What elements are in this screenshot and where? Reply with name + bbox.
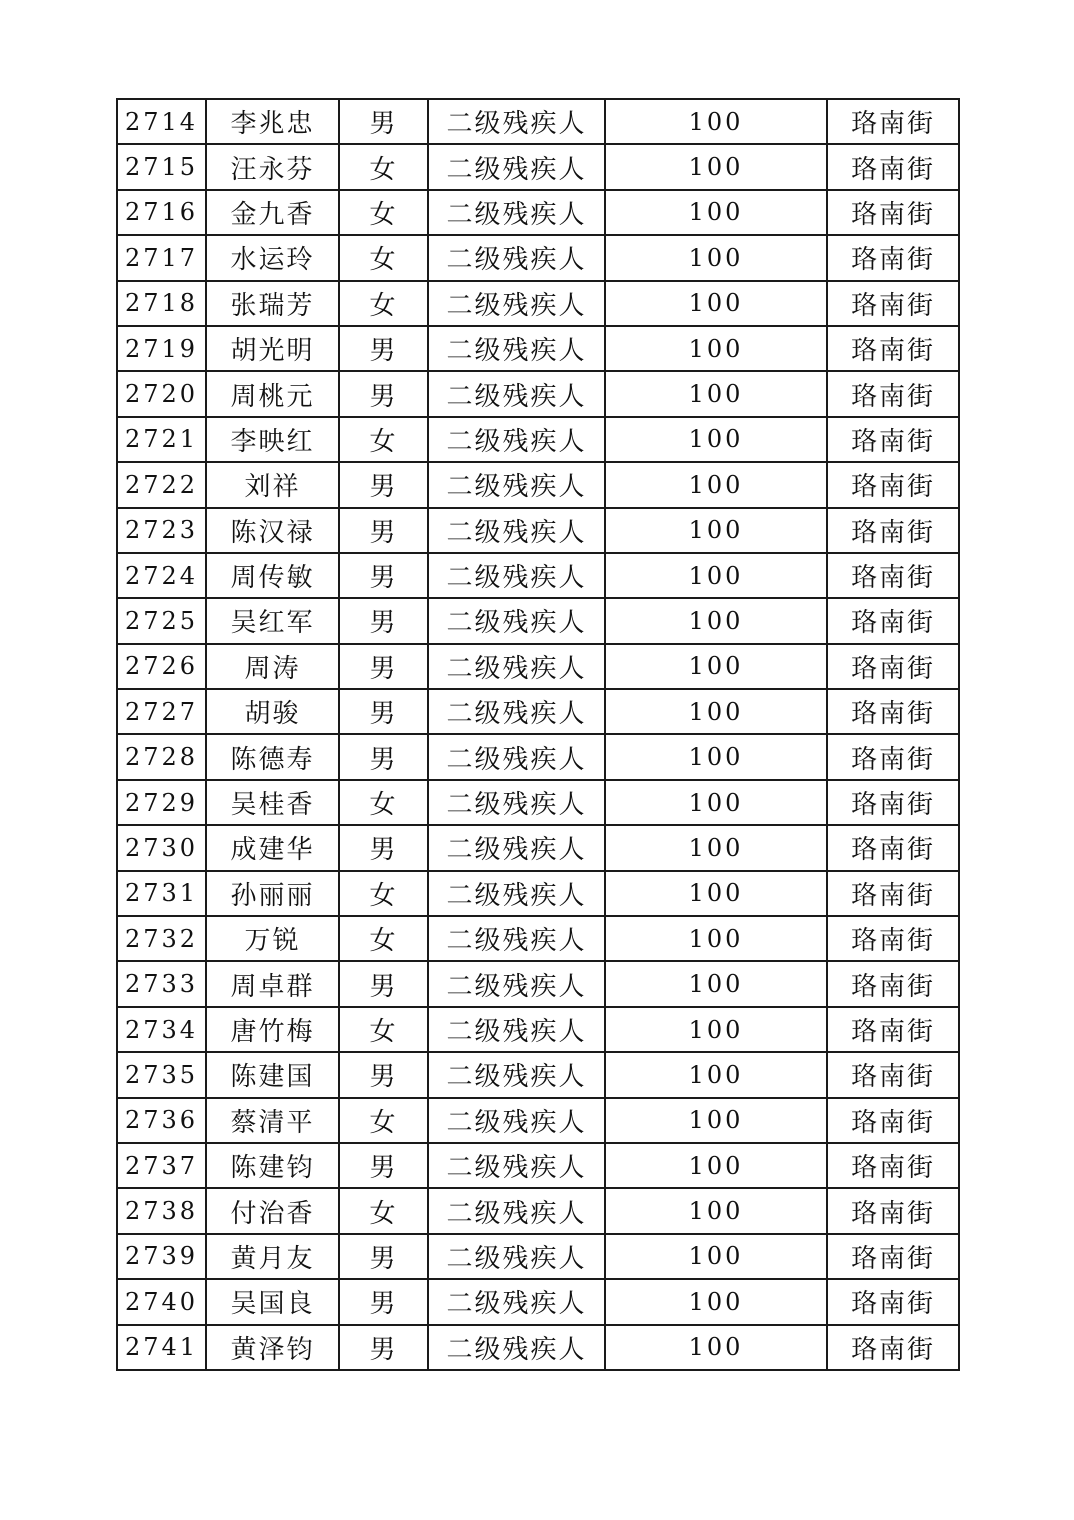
table-row: [117, 1234, 959, 1279]
row-number-cell: 2717: [117, 235, 206, 280]
row-number-cell: 2719: [117, 326, 206, 371]
row-number-cell: 2732: [117, 916, 206, 961]
row-number-cell: 2735: [117, 1052, 206, 1097]
row-number-cell: 2733: [117, 961, 206, 1006]
gender-cell: 女: [339, 417, 428, 462]
amount-cell: 100: [605, 144, 827, 189]
gender-cell: 男: [339, 734, 428, 779]
table-row: [117, 281, 959, 326]
gender-cell: 男: [339, 644, 428, 689]
disability-level-cell: 二级残疾人: [428, 644, 605, 689]
person-name-cell: 孙丽丽: [206, 871, 339, 916]
street-cell: 珞南街: [827, 1325, 959, 1370]
person-name-cell: 金九香: [206, 190, 339, 235]
disability-level-cell: 二级残疾人: [428, 235, 605, 280]
roster-table: [116, 98, 960, 1371]
row-number-cell: 2723: [117, 508, 206, 553]
street-cell: 珞南街: [827, 734, 959, 779]
street-cell: 珞南街: [827, 1098, 959, 1143]
amount-cell: 100: [605, 1234, 827, 1279]
row-number-cell: 2714: [117, 99, 206, 144]
gender-cell: 男: [339, 689, 428, 734]
street-cell: 珞南街: [827, 871, 959, 916]
table-row: [117, 780, 959, 825]
disability-level-cell: 二级残疾人: [428, 1098, 605, 1143]
disability-level-cell: 二级残疾人: [428, 1234, 605, 1279]
person-name-cell: 水运玲: [206, 235, 339, 280]
street-cell: 珞南街: [827, 825, 959, 870]
table-row: [117, 598, 959, 643]
row-number-cell: 2726: [117, 644, 206, 689]
person-name-cell: 唐竹梅: [206, 1007, 339, 1052]
amount-cell: 100: [605, 462, 827, 507]
disability-level-cell: 二级残疾人: [428, 734, 605, 779]
amount-cell: 100: [605, 508, 827, 553]
table-row: [117, 99, 959, 144]
table-row: [117, 644, 959, 689]
row-number-cell: 2737: [117, 1143, 206, 1188]
street-cell: 珞南街: [827, 417, 959, 462]
table-row: [117, 1052, 959, 1097]
disability-level-cell: 二级残疾人: [428, 1143, 605, 1188]
disability-level-cell: 二级残疾人: [428, 326, 605, 371]
amount-cell: 100: [605, 190, 827, 235]
gender-cell: 男: [339, 961, 428, 1006]
row-number-cell: 2724: [117, 553, 206, 598]
disability-level-cell: 二级残疾人: [428, 871, 605, 916]
amount-cell: 100: [605, 1007, 827, 1052]
table-row: [117, 462, 959, 507]
gender-cell: 女: [339, 144, 428, 189]
gender-cell: 女: [339, 1188, 428, 1233]
street-cell: 珞南街: [827, 144, 959, 189]
person-name-cell: 周卓群: [206, 961, 339, 1006]
gender-cell: 女: [339, 1098, 428, 1143]
table-row: [117, 734, 959, 779]
street-cell: 珞南街: [827, 235, 959, 280]
gender-cell: 女: [339, 871, 428, 916]
amount-cell: 100: [605, 1188, 827, 1233]
amount-cell: 100: [605, 371, 827, 416]
person-name-cell: 陈汉禄: [206, 508, 339, 553]
table-row: [117, 1325, 959, 1370]
table-row: [117, 1279, 959, 1324]
amount-cell: 100: [605, 235, 827, 280]
street-cell: 珞南街: [827, 508, 959, 553]
person-name-cell: 周涛: [206, 644, 339, 689]
row-number-cell: 2741: [117, 1325, 206, 1370]
street-cell: 珞南街: [827, 326, 959, 371]
gender-cell: 男: [339, 1234, 428, 1279]
street-cell: 珞南街: [827, 190, 959, 235]
gender-cell: 男: [339, 553, 428, 598]
amount-cell: 100: [605, 1143, 827, 1188]
table-row: [117, 1007, 959, 1052]
person-name-cell: 蔡清平: [206, 1098, 339, 1143]
gender-cell: 男: [339, 371, 428, 416]
gender-cell: 女: [339, 235, 428, 280]
street-cell: 珞南街: [827, 1052, 959, 1097]
disability-level-cell: 二级残疾人: [428, 144, 605, 189]
person-name-cell: 万锐: [206, 916, 339, 961]
table-row: [117, 1098, 959, 1143]
gender-cell: 男: [339, 825, 428, 870]
gender-cell: 男: [339, 508, 428, 553]
table-row: [117, 144, 959, 189]
person-name-cell: 黄月友: [206, 1234, 339, 1279]
disability-level-cell: 二级残疾人: [428, 371, 605, 416]
person-name-cell: 陈建国: [206, 1052, 339, 1097]
disability-level-cell: 二级残疾人: [428, 1325, 605, 1370]
street-cell: 珞南街: [827, 371, 959, 416]
street-cell: 珞南街: [827, 961, 959, 1006]
gender-cell: 女: [339, 780, 428, 825]
disability-level-cell: 二级残疾人: [428, 99, 605, 144]
amount-cell: 100: [605, 99, 827, 144]
table-row: [117, 326, 959, 371]
gender-cell: 男: [339, 462, 428, 507]
street-cell: 珞南街: [827, 1007, 959, 1052]
amount-cell: 100: [605, 1279, 827, 1324]
person-name-cell: 黄泽钧: [206, 1325, 339, 1370]
person-name-cell: 付治香: [206, 1188, 339, 1233]
gender-cell: 女: [339, 281, 428, 326]
gender-cell: 男: [339, 326, 428, 371]
disability-level-cell: 二级残疾人: [428, 598, 605, 643]
table-row: [117, 961, 959, 1006]
row-number-cell: 2728: [117, 734, 206, 779]
disability-level-cell: 二级残疾人: [428, 508, 605, 553]
person-name-cell: 胡骏: [206, 689, 339, 734]
amount-cell: 100: [605, 598, 827, 643]
disability-level-cell: 二级残疾人: [428, 417, 605, 462]
person-name-cell: 周传敏: [206, 553, 339, 598]
gender-cell: 男: [339, 99, 428, 144]
gender-cell: 男: [339, 1279, 428, 1324]
row-number-cell: 2730: [117, 825, 206, 870]
row-number-cell: 2716: [117, 190, 206, 235]
row-number-cell: 2725: [117, 598, 206, 643]
disability-level-cell: 二级残疾人: [428, 462, 605, 507]
person-name-cell: 周桃元: [206, 371, 339, 416]
person-name-cell: 吴桂香: [206, 780, 339, 825]
row-number-cell: 2727: [117, 689, 206, 734]
gender-cell: 女: [339, 190, 428, 235]
street-cell: 珞南街: [827, 462, 959, 507]
street-cell: 珞南街: [827, 99, 959, 144]
table-row: [117, 689, 959, 734]
person-name-cell: 汪永芬: [206, 144, 339, 189]
street-cell: 珞南街: [827, 1188, 959, 1233]
row-number-cell: 2715: [117, 144, 206, 189]
disability-level-cell: 二级残疾人: [428, 916, 605, 961]
person-name-cell: 成建华: [206, 825, 339, 870]
amount-cell: 100: [605, 871, 827, 916]
street-cell: 珞南街: [827, 281, 959, 326]
gender-cell: 女: [339, 916, 428, 961]
row-number-cell: 2740: [117, 1279, 206, 1324]
disability-level-cell: 二级残疾人: [428, 553, 605, 598]
street-cell: 珞南街: [827, 598, 959, 643]
street-cell: 珞南街: [827, 1234, 959, 1279]
street-cell: 珞南街: [827, 644, 959, 689]
amount-cell: 100: [605, 734, 827, 779]
amount-cell: 100: [605, 644, 827, 689]
street-cell: 珞南街: [827, 553, 959, 598]
disability-level-cell: 二级残疾人: [428, 780, 605, 825]
disability-level-cell: 二级残疾人: [428, 281, 605, 326]
gender-cell: 男: [339, 1325, 428, 1370]
person-name-cell: 张瑞芳: [206, 281, 339, 326]
disability-level-cell: 二级残疾人: [428, 1188, 605, 1233]
table-row: [117, 508, 959, 553]
person-name-cell: 李兆忠: [206, 99, 339, 144]
amount-cell: 100: [605, 961, 827, 1006]
person-name-cell: 陈德寿: [206, 734, 339, 779]
person-name-cell: 刘祥: [206, 462, 339, 507]
gender-cell: 男: [339, 598, 428, 643]
disability-level-cell: 二级残疾人: [428, 689, 605, 734]
row-number-cell: 2734: [117, 1007, 206, 1052]
roster-table-body: [117, 99, 959, 1370]
row-number-cell: 2738: [117, 1188, 206, 1233]
disability-level-cell: 二级残疾人: [428, 1007, 605, 1052]
row-number-cell: 2739: [117, 1234, 206, 1279]
table-row: [117, 825, 959, 870]
amount-cell: 100: [605, 417, 827, 462]
table-row: [117, 871, 959, 916]
amount-cell: 100: [605, 916, 827, 961]
amount-cell: 100: [605, 825, 827, 870]
street-cell: 珞南街: [827, 916, 959, 961]
amount-cell: 100: [605, 689, 827, 734]
disability-level-cell: 二级残疾人: [428, 825, 605, 870]
street-cell: 珞南街: [827, 780, 959, 825]
row-number-cell: 2736: [117, 1098, 206, 1143]
gender-cell: 女: [339, 1007, 428, 1052]
disability-level-cell: 二级残疾人: [428, 190, 605, 235]
amount-cell: 100: [605, 780, 827, 825]
disability-level-cell: 二级残疾人: [428, 1279, 605, 1324]
disability-level-cell: 二级残疾人: [428, 1052, 605, 1097]
table-row: [117, 916, 959, 961]
table-row: [117, 371, 959, 416]
person-name-cell: 胡光明: [206, 326, 339, 371]
amount-cell: 100: [605, 1098, 827, 1143]
row-number-cell: 2731: [117, 871, 206, 916]
disability-level-cell: 二级残疾人: [428, 961, 605, 1006]
street-cell: 珞南街: [827, 689, 959, 734]
row-number-cell: 2718: [117, 281, 206, 326]
amount-cell: 100: [605, 1325, 827, 1370]
person-name-cell: 吴国良: [206, 1279, 339, 1324]
row-number-cell: 2720: [117, 371, 206, 416]
street-cell: 珞南街: [827, 1143, 959, 1188]
gender-cell: 男: [339, 1052, 428, 1097]
person-name-cell: 吴红军: [206, 598, 339, 643]
amount-cell: 100: [605, 281, 827, 326]
table-row: [117, 553, 959, 598]
table-row: [117, 1188, 959, 1233]
row-number-cell: 2729: [117, 780, 206, 825]
street-cell: 珞南街: [827, 1279, 959, 1324]
table-row: [117, 235, 959, 280]
person-name-cell: 李映红: [206, 417, 339, 462]
gender-cell: 男: [339, 1143, 428, 1188]
row-number-cell: 2722: [117, 462, 206, 507]
table-row: [117, 190, 959, 235]
amount-cell: 100: [605, 553, 827, 598]
table-row: [117, 417, 959, 462]
amount-cell: 100: [605, 1052, 827, 1097]
person-name-cell: 陈建钧: [206, 1143, 339, 1188]
table-row: [117, 1143, 959, 1188]
row-number-cell: 2721: [117, 417, 206, 462]
amount-cell: 100: [605, 326, 827, 371]
